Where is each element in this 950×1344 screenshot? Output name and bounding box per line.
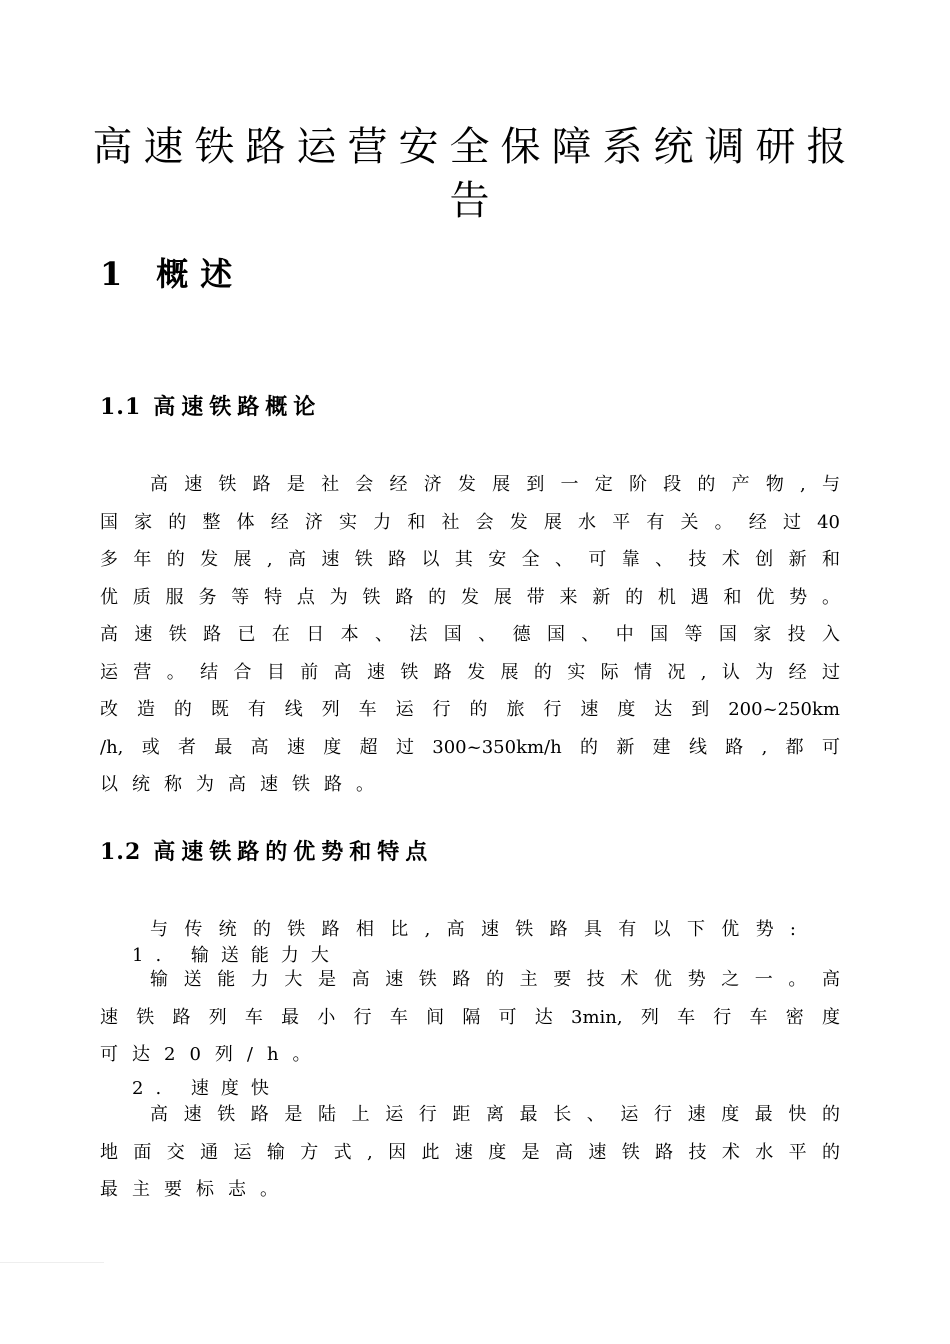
paragraph-line: 最主要标志。 (100, 1179, 292, 1200)
list-item-1-label: 1. 输送能力大 (132, 945, 341, 966)
section-1-2-title: 高速铁路的优势和特点 (153, 839, 434, 865)
paragraph-line: 运营。结合目前高速铁路发展的实际情况,认为经过 (100, 661, 840, 683)
paragraph-line: 高速铁路已在日本、法国、德国、中国等国家投入 (100, 624, 840, 645)
section-1-title: 概述 (156, 255, 245, 293)
intro-line: 与传统的铁路相比,高速铁路具有以下优势: (150, 919, 796, 940)
section-1-2-number: 1.2 (100, 839, 142, 865)
section-1-1-heading (100, 392, 321, 422)
section-1-2-heading (100, 837, 433, 867)
paragraph-line: 速铁路列车最小行车间隔可达3min,列车行车密度 (100, 1006, 840, 1028)
paragraph-line: 高速铁路是社会经济发展到一定阶段的产物,与 (150, 474, 840, 495)
section-1-1-paragraph (100, 466, 840, 804)
section-1-1-number: 1.1 (100, 394, 142, 420)
paragraph-line: 多年的发展,高速铁路以其安全、可靠、技术创新和 (100, 549, 840, 570)
paragraph-line: /h,或者最高速度超过300~350km/h的新建线路,都可 (100, 736, 840, 758)
paragraph-line: 以统称为高速铁路。 (100, 774, 388, 795)
paragraph-line: 国家的整体经济实力和社会发展水平有关。经过40 (100, 511, 840, 533)
paragraph-line: 优质服务等特点为铁路的发展带来新的机遇和优势。 (100, 586, 840, 608)
document-title: 高速铁路运营安全保障系统调研报告 (92, 124, 858, 224)
list-item-2-paragraph (100, 1096, 840, 1209)
paragraph-line: 可达20列/h。 (100, 1044, 325, 1065)
paragraph-line: 地面交通运输方式,因此速度是高速铁路技术水平的 (100, 1141, 840, 1163)
section-1-heading (100, 250, 244, 298)
paragraph-line: 输送能力大是高速铁路的主要技术优势之一。高 (150, 969, 840, 990)
section-1-number: 1 (100, 255, 135, 293)
paragraph-line: 高速铁路是陆上运行距离最长、运行速度最快的 (150, 1104, 840, 1125)
paragraph-line: 改造的既有线列车运行的旅行速度达到200~250km (100, 699, 840, 720)
list-item-2-label: 2. 速度快 (132, 1078, 281, 1099)
list-item-1-paragraph (100, 961, 840, 1074)
section-1-1-title: 高速铁路概论 (153, 394, 322, 420)
page-footer-rule (0, 1262, 104, 1263)
